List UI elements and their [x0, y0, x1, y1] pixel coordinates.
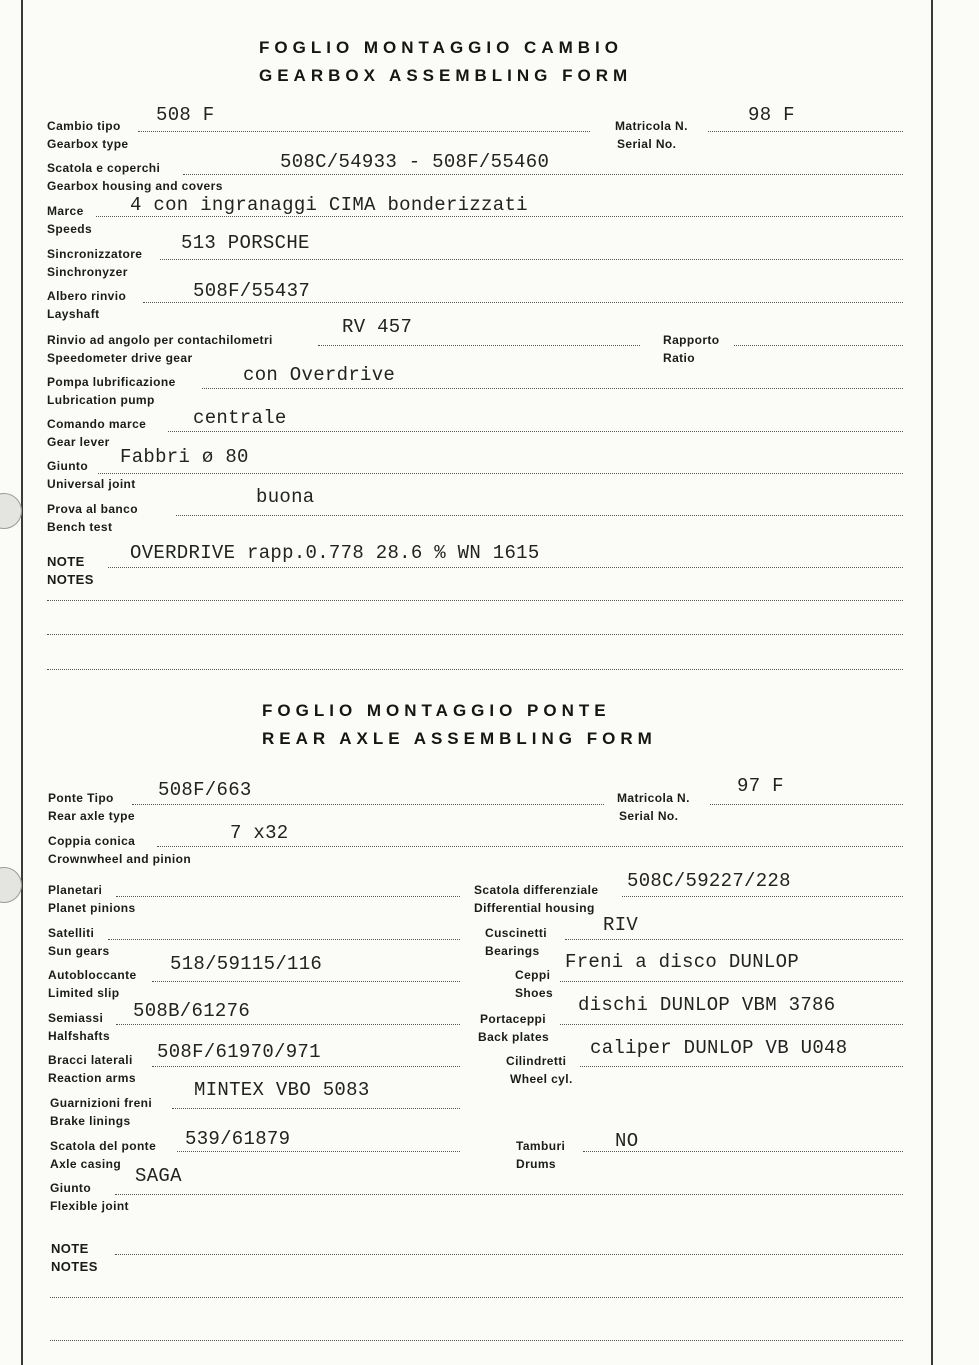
drums-label-it: Tamburi [516, 1139, 566, 1153]
shoes-value: Freni a disco DUNLOP [565, 951, 800, 973]
halfshafts-label-it: Semiassi [48, 1011, 104, 1025]
brake-linings-label-it: Guarnizioni freni [50, 1096, 153, 1110]
axle-serial-label-en: Serial No. [619, 809, 679, 823]
speedometer-value: RV 457 [342, 316, 413, 338]
sun-gears-line [108, 939, 460, 940]
bench-test-label-en: Bench test [47, 520, 113, 534]
speedometer-label-en: Speedometer drive gear [47, 351, 193, 365]
limited-slip-value: 518/59115/116 [170, 953, 323, 975]
ratio-label-it: Rapporto [663, 333, 720, 347]
layshaft-line [143, 302, 903, 303]
gearbox-serial-label-en: Serial No. [617, 137, 677, 151]
flexible-joint-label-it: Giunto [50, 1181, 92, 1195]
gearbox-serial-value: 98 F [748, 104, 795, 126]
sun-gears-label-en: Sun gears [48, 944, 110, 958]
gearbox-title-en: GEARBOX ASSEMBLING FORM [259, 66, 633, 85]
flexible-joint-label-en: Flexible joint [50, 1199, 129, 1213]
ratio-line [734, 345, 903, 346]
synchronizer-value: 513 PORSCHE [181, 232, 310, 254]
gear-lever-value: centrale [193, 407, 287, 429]
gearbox-type-value: 508 F [156, 104, 215, 126]
brake-linings-value: MINTEX VBO 5083 [194, 1079, 370, 1101]
planet-label-en: Planet pinions [48, 901, 136, 915]
gearbox-notes-line-3 [47, 634, 903, 635]
limited-slip-label-en: Limited slip [48, 986, 120, 1000]
wheel-cyl-value: caliper DUNLOP VB U048 [590, 1037, 848, 1059]
speedometer-label-it: Rinvio ad angolo per contachilometri [47, 333, 273, 347]
axle-type-label-en: Rear axle type [48, 809, 135, 823]
bearings-label-en: Bearings [485, 944, 540, 958]
wheel-cyl-line [580, 1066, 903, 1067]
shoes-label-en: Shoes [515, 986, 554, 1000]
bearings-label-it: Cuscinetti [485, 926, 548, 940]
synchronizer-label-en: Sinchronyzer [47, 265, 128, 279]
gearbox-notes-value: OVERDRIVE rapp.0.778 28.6 % WN 1615 [130, 542, 540, 564]
pump-value: con Overdrive [243, 364, 396, 386]
back-plates-label-en: Back plates [478, 1030, 550, 1044]
axle-notes-label-en: NOTES [51, 1259, 98, 1274]
left-border-line [21, 0, 23, 1365]
pump-label-it: Pompa lubrificazione [47, 375, 176, 389]
crownwheel-line [157, 846, 903, 847]
layshaft-label-en: Layshaft [47, 307, 100, 321]
pump-label-en: Lubrication pump [47, 393, 155, 407]
shoes-line [560, 981, 903, 982]
crownwheel-value: 7 x32 [230, 822, 289, 844]
speeds-label-en: Speeds [47, 222, 93, 236]
axle-casing-value: 539/61879 [185, 1128, 291, 1150]
axle-serial-label-it: Matricola N. [617, 791, 690, 805]
reaction-arms-line [152, 1066, 460, 1067]
flexible-joint-value: SAGA [135, 1165, 182, 1187]
axle-type-value: 508F/663 [158, 779, 252, 801]
axle-casing-line [177, 1151, 460, 1152]
bearings-value: RIV [603, 914, 639, 936]
gearbox-serial-line [708, 131, 903, 132]
universal-joint-line [98, 473, 903, 474]
back-plates-label-it: Portaceppi [480, 1012, 547, 1026]
punch-hole-bottom [0, 867, 22, 903]
speeds-line [96, 216, 903, 217]
speedometer-line [318, 345, 640, 346]
bench-test-label-it: Prova al banco [47, 502, 138, 516]
gearbox-type-line [138, 131, 590, 132]
planet-label-it: Planetari [48, 883, 103, 897]
reaction-arms-label-en: Reaction arms [48, 1071, 136, 1085]
gear-lever-label-it: Comando marce [47, 417, 147, 431]
ratio-label-en: Ratio [663, 351, 695, 365]
bench-test-line [176, 515, 903, 516]
universal-joint-label-it: Giunto [47, 459, 89, 473]
planet-line [116, 896, 460, 897]
speeds-value: 4 con ingranaggi CIMA bonderizzati [130, 194, 528, 216]
synchronizer-line [160, 259, 903, 260]
gearbox-notes-line-2 [47, 600, 903, 601]
diff-housing-value: 508C/59227/228 [627, 870, 791, 892]
reaction-arms-label-it: Bracci laterali [48, 1053, 133, 1067]
axle-type-line [132, 804, 604, 805]
gearbox-serial-label-it: Matricola N. [615, 119, 688, 133]
axle-title-en: REAR AXLE ASSEMBLING FORM [262, 729, 657, 748]
axle-casing-label-it: Scatola del ponte [50, 1139, 157, 1153]
axle-type-label-it: Ponte Tipo [48, 791, 114, 805]
wheel-cyl-label-en: Wheel cyl. [510, 1072, 573, 1086]
punch-hole-top [0, 493, 22, 529]
limited-slip-line [152, 981, 460, 982]
halfshafts-line [116, 1024, 460, 1025]
reaction-arms-value: 508F/61970/971 [157, 1041, 321, 1063]
halfshafts-value: 508B/61276 [133, 1000, 251, 1022]
layshaft-value: 508F/55437 [193, 280, 311, 302]
axle-notes-label-it: NOTE [51, 1241, 89, 1256]
back-plates-line [560, 1024, 903, 1025]
gearbox-housing-label-en: Gearbox housing and covers [47, 179, 223, 193]
axle-title-it: FOGLIO MONTAGGIO PONTE [262, 701, 611, 720]
axle-notes-line-3 [50, 1340, 903, 1341]
drums-label-en: Drums [516, 1157, 557, 1171]
wheel-cyl-label-it: Cilindretti [506, 1054, 567, 1068]
halfshafts-label-en: Halfshafts [48, 1029, 111, 1043]
axle-serial-value: 97 F [737, 775, 784, 797]
back-plates-value: dischi DUNLOP VBM 3786 [578, 994, 836, 1016]
pump-line [202, 388, 903, 389]
limited-slip-label-it: Autobloccante [48, 968, 137, 982]
axle-notes-line-2 [50, 1297, 903, 1298]
gear-lever-label-en: Gear lever [47, 435, 110, 449]
brake-linings-label-en: Brake linings [50, 1114, 131, 1128]
brake-linings-line [172, 1108, 460, 1109]
gearbox-notes-line-1 [108, 567, 903, 568]
speeds-label-it: Marce [47, 204, 84, 218]
synchronizer-label-it: Sincronizzatore [47, 247, 143, 261]
drums-value: NO [615, 1130, 639, 1152]
shoes-label-it: Ceppi [515, 968, 551, 982]
diff-housing-label-en: Differential housing [474, 901, 595, 915]
gearbox-type-label-en: Gearbox type [47, 137, 129, 151]
axle-casing-label-en: Axle casing [50, 1157, 122, 1171]
gearbox-housing-line [183, 174, 903, 175]
axle-serial-line [710, 804, 903, 805]
gearbox-housing-value: 508C/54933 - 508F/55460 [280, 151, 550, 173]
gearbox-type-label-it: Cambio tipo [47, 119, 121, 133]
axle-notes-line-1 [115, 1254, 903, 1255]
crownwheel-label-en: Crownwheel and pinion [48, 852, 192, 866]
diff-housing-label-it: Scatola differenziale [474, 883, 599, 897]
gearbox-notes-label-it: NOTE [47, 554, 85, 569]
gearbox-housing-label-it: Scatola e coperchi [47, 161, 161, 175]
gear-lever-line [168, 431, 903, 432]
bench-test-value: buona [256, 486, 315, 508]
right-border-line [931, 0, 933, 1365]
universal-joint-value: Fabbri ø 80 [120, 446, 249, 468]
gearbox-title-it: FOGLIO MONTAGGIO CAMBIO [259, 38, 623, 57]
layshaft-label-it: Albero rinvio [47, 289, 127, 303]
flexible-joint-line [115, 1194, 903, 1195]
diff-housing-line [622, 896, 903, 897]
crownwheel-label-it: Coppia conica [48, 834, 136, 848]
gearbox-notes-line-4 [47, 669, 903, 670]
gearbox-notes-label-en: NOTES [47, 572, 94, 587]
universal-joint-label-en: Universal joint [47, 477, 136, 491]
sun-gears-label-it: Satelliti [48, 926, 95, 940]
bearings-line [565, 939, 903, 940]
